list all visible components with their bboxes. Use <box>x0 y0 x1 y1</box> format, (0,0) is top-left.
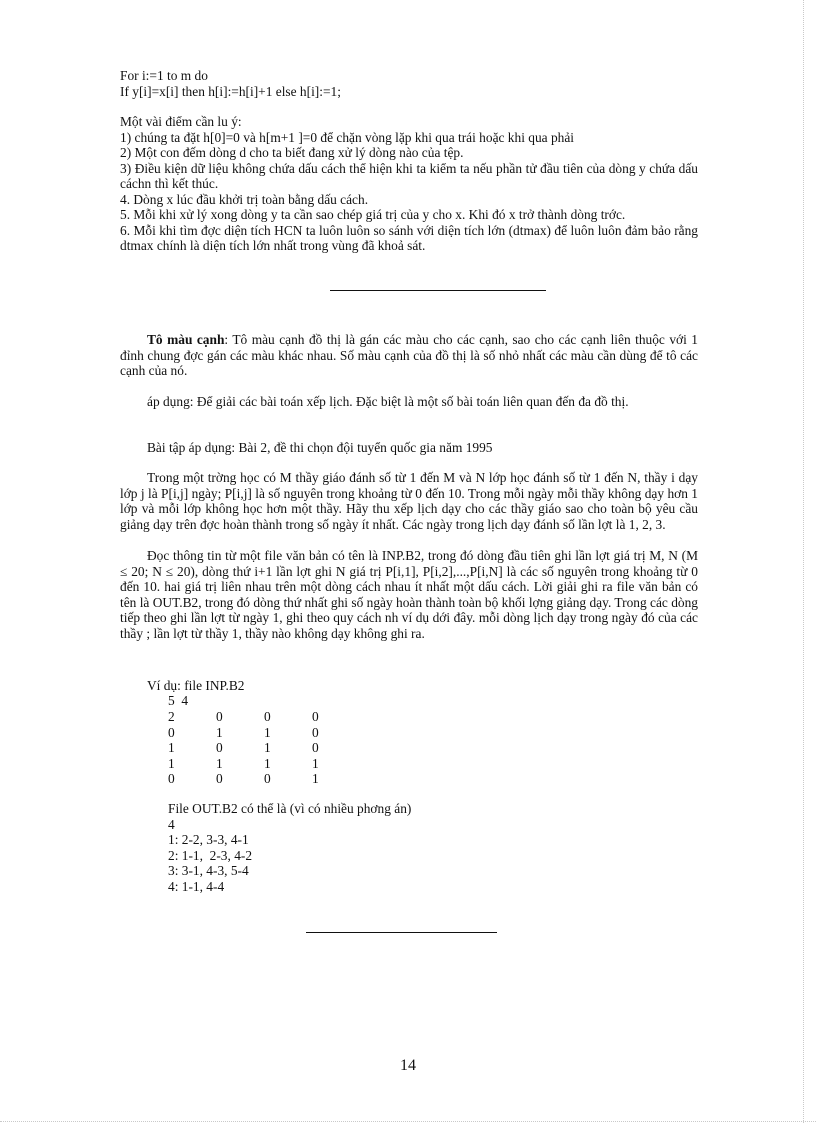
matrix-cell: 1 <box>264 724 271 740</box>
problem-paragraph-2: Đọc thông tin từ một file văn bản có tên là INP.B2, trong đó dòng đầu tiên ghi lần lợt giá trị M, N (M ≤ 20; N ≤ 20), dòng thứ i+1 lần lợt ghi N giá trị P[i,1], P[i,2],...,P[i,N] là các số nguyên trong khoảng từ 0 đến 10. hai giá trị liên nhau trên một dòng cách nhau ít nhất một dấu cách. Lời giải ghi ra file văn bản có tên là OUT.B2, trong đó dòng thứ nhất ghi số ngày hoàn thành toàn bộ khối lợng giảng dạy. Trong các dòng tiếp theo ghi lần lợt từ ngày 1, ghi theo quy cách nh ví dụ dới đây. mỗi dòng lịch dạy trong ngày đó của các thầy ; lần lợt từ thầy 1, thầy nào không dạy không ghi ra. <box>120 548 698 641</box>
application-paragraph: áp dụng: Để giải các bài toán xếp lịch. Đặc biệt là một số bài toán liên quan đến đa đồ thị. <box>147 394 629 409</box>
matrix-row <box>168 709 332 725</box>
matrix-cell: 1 <box>312 755 319 771</box>
page-edge-bottom <box>0 1121 816 1122</box>
matrix-cell: 1 <box>216 755 223 771</box>
separator-rule-2 <box>306 932 497 933</box>
notes-heading: Một vài điểm cần lu ý: <box>120 114 242 129</box>
page-number: 14 <box>400 1057 416 1074</box>
matrix-cell: 1 <box>264 740 271 755</box>
example-input-matrix <box>168 709 332 787</box>
page-edge-right <box>803 0 804 1123</box>
matrix-row <box>168 740 332 756</box>
matrix-cell: 0 <box>168 724 175 740</box>
matrix-cell: 1 <box>168 755 175 771</box>
code-snippet <box>120 68 698 99</box>
matrix-cell: 0 <box>216 771 223 786</box>
output-example <box>168 801 648 894</box>
matrix-cell: 0 <box>216 709 223 724</box>
output-line: 4 <box>168 816 175 832</box>
matrix-cell: 0 <box>168 771 175 786</box>
matrix-cell: 1 <box>168 740 175 755</box>
note-item-5: 5. Mỗi khi xử lý xong dòng y ta cần sao chép giá trị của y cho x. Khi đó x trở thành dòng trớc. <box>120 207 626 222</box>
definition-term: Tô màu cạnh <box>147 332 225 347</box>
output-title: File OUT.B2 có thể là (vì có nhiều phơng án) <box>168 801 412 816</box>
matrix-cell: 1 <box>312 771 319 786</box>
matrix-cell: 1 <box>216 724 223 740</box>
output-line: 2: 1-1, 2-3, 4-2 <box>168 847 253 863</box>
matrix-cell: 0 <box>312 740 319 755</box>
problem-paragraph-1: Trong một trờng học có M thầy giáo đánh số từ 1 đến M và N lớp học đánh số từ 1 đến N, thầy i dạy lớp j là P[i,j] ngày; P[i,j] là số nguyên trong khoảng từ 0 đến 10. Trong mỗi ngày mỗi thầy không dạy hơn 1 lớp và mỗi lớp không học hơn một thầy. Hãy thu xếp lịch dạy cho các thầy giáo sao cho toàn bộ yêu cầu giảng dạy trên đợc hoàn thành trong số ngày ít nhất. Các ngày trong lịch dạy đánh số lần lợt là 1, 2, 3. <box>120 470 698 532</box>
output-line: 4: 1-1, 4-4 <box>168 878 225 894</box>
code-line-1: For i:=1 to m do <box>120 68 208 83</box>
matrix-cell: 0 <box>264 709 271 724</box>
output-line: 1: 2-2, 3-3, 4-1 <box>168 832 249 847</box>
example-header-row: 5 4 <box>168 693 189 708</box>
note-item-3: 3) Điều kiện dữ liệu không chứa dấu cách thể hiện khi ta kiểm ta nếu phần tử đầu tiên của dòng y chứa dấu cáchn thì kết thúc. <box>120 160 698 191</box>
definition-text: : Tô màu cạnh đồ thị là gán các màu cho các cạnh, sao cho các cạnh liên thuộc với 1 đỉnh chung đợc gán các màu khác nhau. Số màu cạnh của đồ thị là số nhỏ nhất các màu cần dùng để tô các cạnh của nó. <box>120 332 698 378</box>
matrix-row <box>168 725 332 741</box>
matrix-cell: 0 <box>264 771 271 786</box>
note-item-2: 2) Một con đếm dòng d cho ta biết đang xử lý dòng nào của tệp. <box>120 145 464 160</box>
matrix-cell: 0 <box>216 740 223 755</box>
notes-section <box>120 114 698 254</box>
separator-rule-1 <box>330 290 546 291</box>
output-line: 3: 3-1, 4-3, 5-4 <box>168 863 249 878</box>
note-item-1: 1) chúng ta đặt h[0]=0 và h[m+1 ]=0 để chặn vòng lặp khi qua trái hoặc khi qua phải <box>120 129 574 145</box>
exercise-title: Bài tập áp dụng: Bài 2, đề thi chọn đội tuyển quốc gia năm 1995 <box>147 440 493 455</box>
matrix-row <box>168 756 332 772</box>
matrix-row <box>168 771 332 787</box>
note-item-4: 4. Dòng x lúc đầu khởi trị toàn bằng dấu cách. <box>120 191 369 207</box>
definition-paragraph <box>120 332 698 379</box>
matrix-cell: 0 <box>312 709 319 724</box>
matrix-cell: 0 <box>312 724 319 740</box>
matrix-cell: 1 <box>264 755 271 771</box>
matrix-cell: 2 <box>168 709 175 724</box>
example-title: Ví dụ: file INP.B2 <box>147 678 245 693</box>
code-line-2: If y[i]=x[i] then h[i]:=h[i]+1 else h[i]:=1; <box>120 83 341 99</box>
note-item-6: 6. Mỗi khi tìm đợc diện tích HCN ta luôn luôn so sánh với diện tích lớn (dtmax) để luôn luôn đảm bảo rằng dtmax chính là diện tích lớn nhất trong vùng đã khoả sát. <box>120 222 698 253</box>
